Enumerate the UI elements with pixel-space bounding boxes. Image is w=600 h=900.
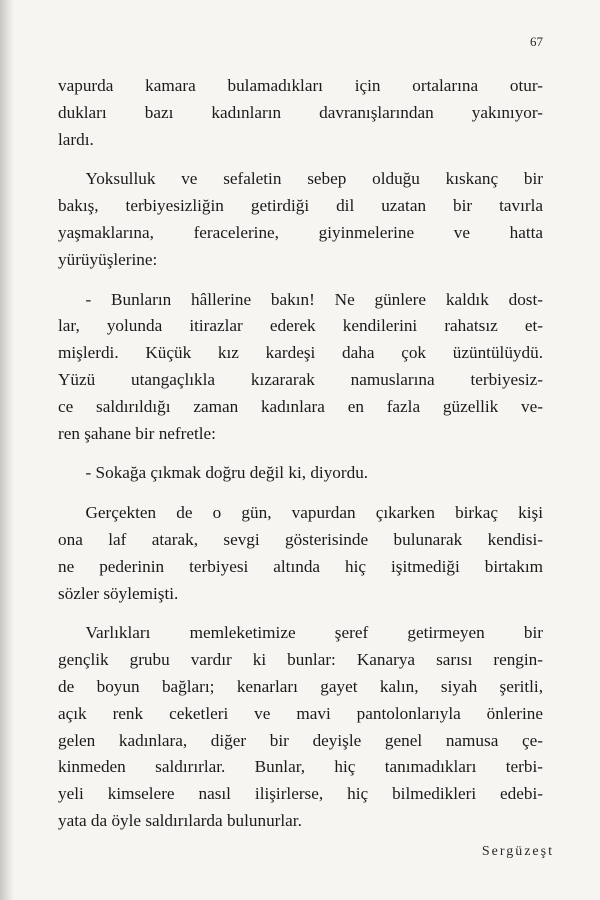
text-line: yürüyüşlerine: bbox=[58, 249, 158, 269]
text-line: lar, yolunda itirazlar ederek kendilerini rahatsız et- bbox=[58, 316, 543, 336]
page-number: 67 bbox=[530, 34, 543, 49]
running-footer-title: Sergüzeşt bbox=[481, 844, 554, 859]
paragraph bbox=[58, 166, 543, 273]
paragraph bbox=[58, 460, 543, 487]
text-line: sözler söylemişti. bbox=[58, 583, 179, 603]
text-line: yata da öyle saldırılarda bulunurlar. bbox=[58, 810, 302, 830]
text-line: ona laf atarak, sevgi gösterisinde bulunarak kendisi- bbox=[58, 529, 543, 549]
text-line: yaşmaklarına, feracelerine, giyinmelerine ve hatta bbox=[58, 222, 543, 242]
text-line: ne pederinin terbiyesi altında hiç işitmediği birtakım bbox=[58, 556, 543, 576]
paragraph bbox=[58, 500, 543, 607]
text-line: - Bunların hâllerine bakın! Ne günlere kaldık dost- bbox=[85, 289, 543, 309]
text-line: de boyun bağları; kenarları gayet kalın, siyah şeritli, bbox=[58, 676, 543, 696]
text-line: Varlıkları memleketimize şeref getirmeyen bir bbox=[85, 623, 543, 643]
page-binding-shadow bbox=[0, 0, 14, 900]
body-text bbox=[58, 73, 543, 835]
text-line: lardı. bbox=[58, 129, 94, 149]
text-line: dukları bazı kadınların davranışlarından yakınıyor- bbox=[58, 102, 543, 122]
text-line: yeli kimselere nasıl ilişirlerse, hiç bilmedikleri edebi- bbox=[58, 784, 543, 804]
text-line: ce saldırıldığı zaman kadınlara en fazla güzellik ve- bbox=[58, 396, 543, 416]
text-line: vapurda kamara bulamadıkları için ortalarına otur- bbox=[58, 76, 543, 95]
text-line: bakış, terbiyesizliğin getirdiği dil uzatan bir tavırla bbox=[58, 196, 543, 216]
text-line: kinmeden saldırırlar. Bunlar, hiç tanımadıkları terbi- bbox=[58, 757, 543, 777]
text-line: ren şahane bir nefretle: bbox=[58, 423, 216, 443]
text-line: mişlerdi. Küçük kız kardeşi daha çok üzüntülüydü. bbox=[58, 343, 543, 363]
paragraph bbox=[58, 73, 543, 153]
paragraph bbox=[58, 287, 543, 448]
paragraph bbox=[58, 620, 543, 834]
text-line: gençlik grubu vardır ki bunlar: Kanarya sarısı rengin- bbox=[58, 650, 543, 670]
text-line: - Sokağa çıkmak doğru değil ki, diyordu. bbox=[85, 463, 369, 483]
text-line: gelen kadınlara, diğer bir deyişle genel namusa çe- bbox=[58, 730, 543, 750]
text-line: Yoksulluk ve sefaletin sebep olduğu kıskanç bir bbox=[85, 169, 543, 189]
text-line: Yüzü utangaçlıkla kızararak namuslarına terbiyesiz- bbox=[58, 369, 543, 389]
text-line: açık renk ceketleri ve mavi pantolonlarıyla önlerine bbox=[58, 703, 543, 723]
text-line: Gerçekten de o gün, vapurdan çıkarken birkaç kişi bbox=[85, 503, 543, 523]
